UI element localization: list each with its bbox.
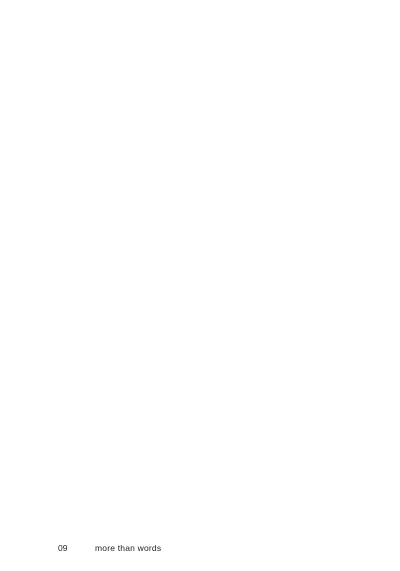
lower-text-block (56, 302, 356, 528)
running-title: more than words (95, 543, 162, 553)
page-number: 09 (58, 543, 68, 553)
upper-text-block (56, 44, 356, 266)
